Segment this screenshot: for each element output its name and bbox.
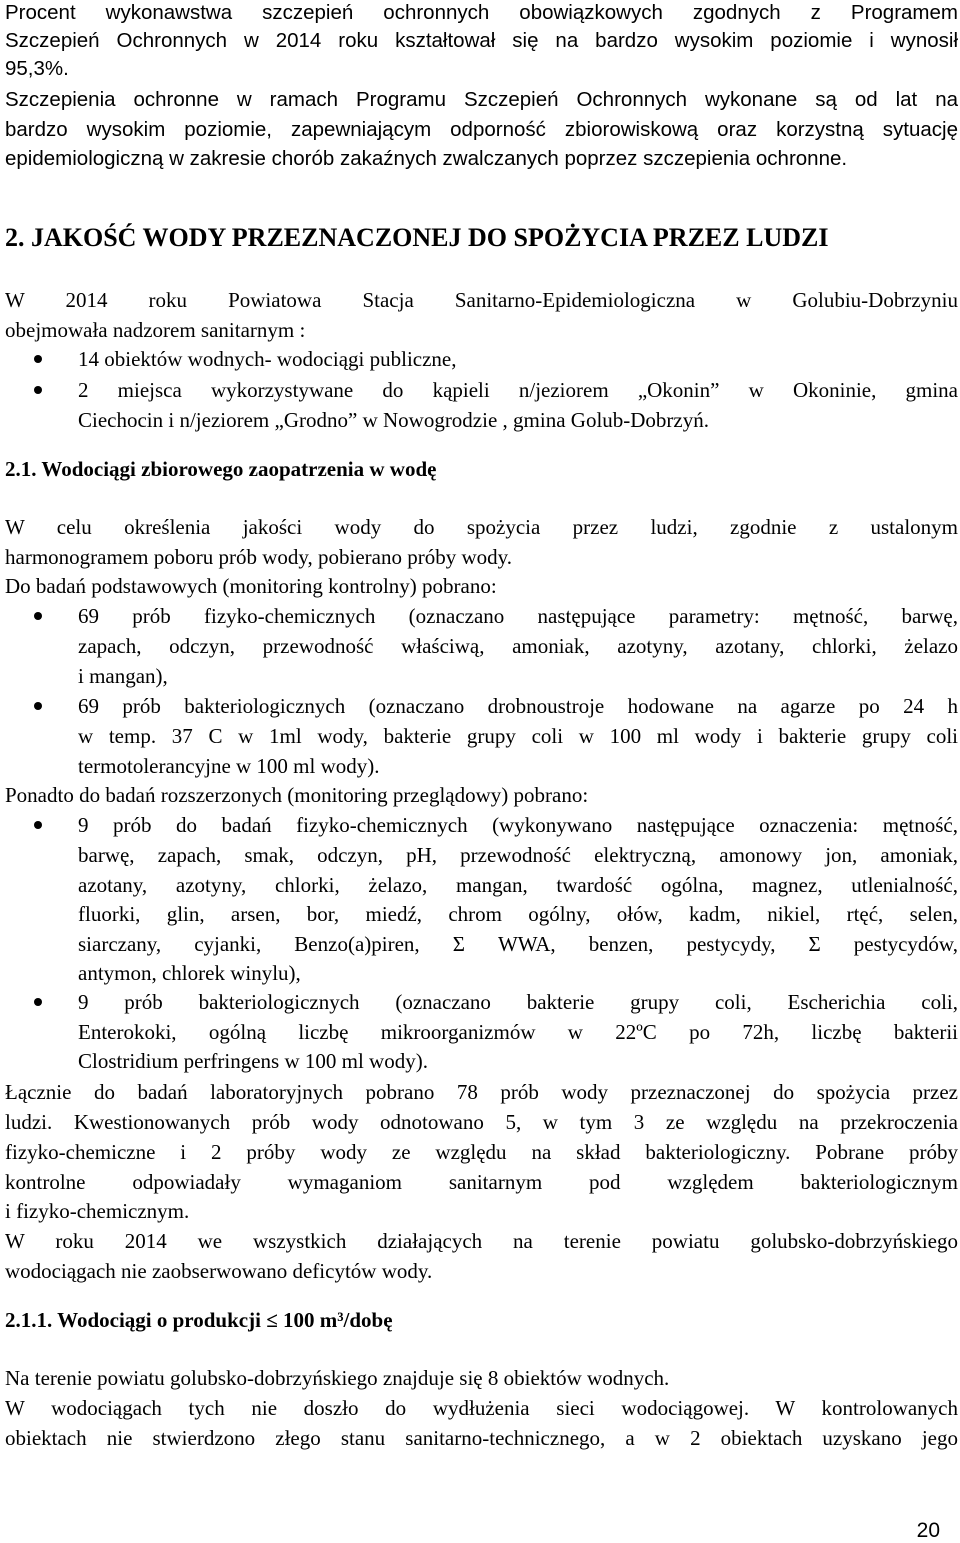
summary-line-1: Łącznie do badań laboratoryjnych pobrano 78 prób wody przeznaczonej do spożycia przez bbox=[5, 1080, 958, 1104]
section-2-1-paragraph-1-line-2: harmonogramem poboru prób wody, pobierano próby wody. bbox=[5, 545, 513, 569]
less-or-equal-symbol: ≤ bbox=[266, 1308, 278, 1332]
intro-line-5: bardzo wysokim poziomie, zapewniającym odporność zbiorowiskową oraz korzystną sytuację bbox=[5, 118, 958, 141]
section-2-1-1-paragraph-2-line-1: W wodociągach tych nie doszło do wydłużenia sieci wodociągowej. W kontrolowanych bbox=[5, 1396, 958, 1420]
summary-line-2: ludzi. Kwestionowanych prób wody odnotowano 5, w tym 3 ze względu na przekroczenia bbox=[5, 1110, 958, 1134]
bullet-4-line-2: Enterokoki, ogólną liczbę mikroorganizmów w 22ºC po 72h, liczbę bakterii bbox=[78, 1020, 958, 1044]
section-2-bullet-2-line-2: Ciechocin i n/jeziorem „Grodno” w Nowogrodzie , gmina Golub-Dobrzyń. bbox=[78, 408, 709, 432]
section-2-1-1-paragraph-2-line-2: obiektach nie stwierdzono złego stanu sanitarno-technicznego, a w 2 obiektach uzyskano jego bbox=[5, 1426, 958, 1450]
section-2-1-1-heading bbox=[5, 1307, 393, 1333]
deficit-line-1: W roku 2014 we wszystkich działających na terenie powiatu golubsko-dobrzyńskiego bbox=[5, 1229, 958, 1253]
summary-line-4: kontrolne odpowiadały wymaganiom sanitarnym pod względem bakteriologicznym bbox=[5, 1170, 958, 1194]
section-2-1-paragraph-1-line-1: W celu określenia jakości wody do spożycia przez ludzi, zgodnie z ustalonym bbox=[5, 515, 958, 539]
bullet-4-line-1: 9 prób bakteriologicznych (oznaczano bakterie grupy coli, Escherichia coli, bbox=[78, 990, 958, 1014]
bullet-3-line-4: fluorki, glin, arsen, bor, miedź, chrom ogólny, ołów, kadm, nikiel, rtęć, selen, bbox=[78, 902, 958, 926]
section-2-bullet-1: 14 obiektów wodnych- wodociągi publiczne, bbox=[78, 347, 457, 371]
bullet-2-line-2: w temp. 37 C w 1ml wody, bakterie grupy coli w 100 ml wody i bakterie grupy coli bbox=[78, 724, 958, 748]
bullet-3-line-1: 9 prób do badań fizyko-chemicznych (wykonywano następujące oznaczenia: mętność, bbox=[78, 813, 958, 837]
intro-line-1: Procent wykonawstwa szczepień ochronnych obowiązkowych zgodnych z Programem bbox=[5, 1, 958, 24]
summary-line-3: fizyko-chemiczne i 2 próby wody ze względu na skład bakteriologiczny. Pobrane próby bbox=[5, 1140, 958, 1164]
bullet-1-line-2: zapach, odczyn, przewodność właściwą, amoniak, azotyny, azotany, chlorki, żelazo bbox=[78, 634, 958, 658]
page-number: 20 bbox=[916, 1519, 940, 1542]
bullet-icon bbox=[34, 998, 42, 1006]
intro-line-4: Szczepienia ochronne w ramach Programu Szczepień Ochronnych wykonane są od lat na bbox=[5, 88, 958, 111]
section-2-1-1-title-prefix: 2.1.1. Wodociągi o produkcji bbox=[5, 1308, 261, 1332]
bullet-icon bbox=[34, 821, 42, 829]
bullet-icon bbox=[34, 612, 42, 620]
bullet-icon bbox=[34, 702, 42, 710]
bullet-3-line-5: siarczany, cyjanki, Benzo(a)piren, Σ WWA, benzen, pestycydy, Σ pestycydów, bbox=[78, 932, 958, 956]
bullet-1-line-3: i mangan), bbox=[78, 664, 168, 688]
bullet-4-line-3: Clostridium perfringens w 100 ml wody). bbox=[78, 1049, 428, 1073]
summary-line-5: i fizyko-chemicznym. bbox=[5, 1199, 190, 1223]
section-2-1-paragraph-3: Ponadto do badań rozszerzonych (monitoring przeglądowy) pobrano: bbox=[5, 783, 589, 807]
bullet-2-line-3: termotolerancyjne w 100 ml wody). bbox=[78, 754, 380, 778]
bullet-1-line-1: 69 prób fizyko-chemicznych (oznaczano następujące parametry: mętność, barwę, bbox=[78, 604, 958, 628]
section-2-1-heading: 2.1. Wodociągi zbiorowego zaopatrzenia w wodę bbox=[5, 457, 437, 481]
bullet-icon bbox=[34, 386, 42, 394]
section-2-bullet-2-line-1: 2 miejsca wykorzystywane do kąpieli n/jeziorem „Okonin” w Okoninie, gmina bbox=[78, 378, 958, 402]
section-2-heading: 2. JAKOŚĆ WODY PRZEZNACZONEJ DO SPOŻYCIA PRZEZ LUDZI bbox=[5, 223, 829, 252]
bullet-2-line-1: 69 prób bakteriologicznych (oznaczano drobnoustroje hodowane na agarze po 24 h bbox=[78, 694, 958, 718]
section-2-1-1-title-suffix: 100 m³/dobę bbox=[282, 1308, 393, 1332]
bullet-icon bbox=[34, 355, 42, 363]
deficit-line-2: wodociągach nie zaobserwowano deficytów wody. bbox=[5, 1259, 433, 1283]
bullet-3-line-3: azotany, azotyny, chlorki, żelazo, mangan, twardość ogólna, magnez, utlenialność, bbox=[78, 873, 958, 897]
intro-line-3: 95,3%. bbox=[5, 57, 69, 80]
section-2-1-1-paragraph-1: Na terenie powiatu golubsko-dobrzyńskiego znajduje się 8 obiektów wodnych. bbox=[5, 1366, 670, 1390]
bullet-3-line-6: antymon, chlorek winylu), bbox=[78, 961, 301, 985]
intro-line-6: epidemiologiczną w zakresie chorób zakaźnych zwalczanych poprzez szczepienia ochronne. bbox=[5, 147, 848, 170]
section-2-paragraph-line-1: W 2014 roku Powiatowa Stacja Sanitarno-Epidemiologiczna w Golubiu-Dobrzyniu bbox=[5, 288, 958, 312]
section-2-1-paragraph-2: Do badań podstawowych (monitoring kontrolny) pobrano: bbox=[5, 574, 497, 598]
intro-line-2: Szczepień Ochronnych w 2014 roku kształtował się na bardzo wysokim poziomie i wynosił bbox=[5, 29, 958, 52]
bullet-3-line-2: barwę, zapach, smak, odczyn, pH, przewodność elektryczną, amonowy jon, amoniak, bbox=[78, 843, 958, 867]
section-2-paragraph-line-2: obejmowała nadzorem sanitarnym : bbox=[5, 318, 306, 342]
